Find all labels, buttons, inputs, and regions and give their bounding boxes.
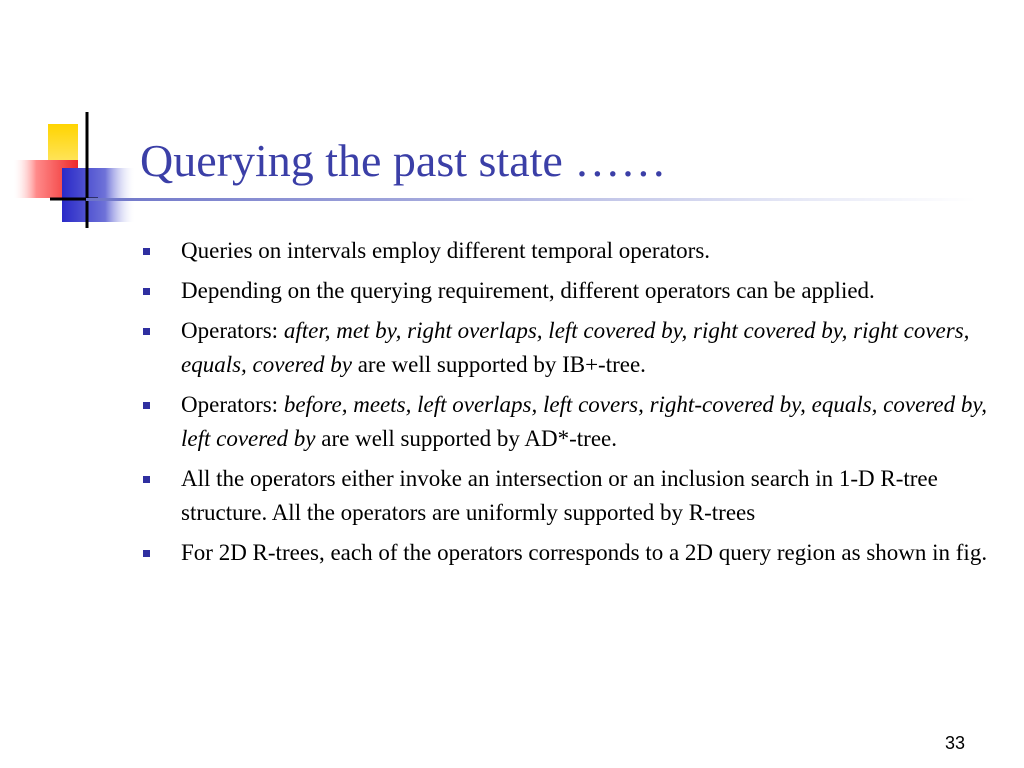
- square-bullet-icon: [143, 402, 150, 409]
- bullet-list: [143, 234, 998, 576]
- square-bullet-icon: [143, 288, 150, 295]
- bullet-item: [143, 314, 998, 382]
- bullet-text: Operators:: [181, 318, 284, 343]
- bullet-item: [143, 274, 998, 308]
- bullet-text: For 2D R-trees, each of the operators corresponds to a 2D query region as shown in fig.: [181, 540, 988, 565]
- bullet-text: Depending on the querying requirement, different operators can be applied.: [181, 278, 875, 303]
- deco-yellow-square: [48, 124, 78, 162]
- page-number: 33: [944, 733, 965, 753]
- slide-title: Querying the past state ……: [140, 135, 667, 186]
- decorative-squares-graphic: [0, 0, 140, 240]
- bullet-item: [143, 536, 998, 570]
- bullet-item: [143, 234, 998, 268]
- square-bullet-icon: [143, 248, 150, 255]
- square-bullet-icon: [143, 328, 150, 335]
- bullet-text-suffix: are well supported by AD*-tree.: [315, 426, 617, 451]
- bullet-italic-operators: before, meets, left overlaps, left covers, right-covered by, equals, covered by, left covered by: [181, 392, 988, 451]
- bullet-text: Operators:: [181, 392, 284, 417]
- title-underline: [86, 198, 976, 201]
- square-bullet-icon: [143, 550, 150, 557]
- bullet-text: Queries on intervals employ different temporal operators.: [181, 238, 711, 263]
- bullet-italic-operators: after, met by, right overlaps, left covered by, right covered by, right covers, equals, covered by: [181, 318, 970, 377]
- bullet-text-suffix: are well supported by IB+-tree.: [351, 352, 646, 377]
- bullet-item: [143, 462, 998, 530]
- deco-blue-bar: [62, 168, 134, 222]
- square-bullet-icon: [143, 476, 150, 483]
- bullet-item: [143, 388, 998, 456]
- bullet-text: All the operators either invoke an intersection or an inclusion search in 1-D R-tree structure. All the operators are uniformly supported by R-trees: [181, 466, 938, 525]
